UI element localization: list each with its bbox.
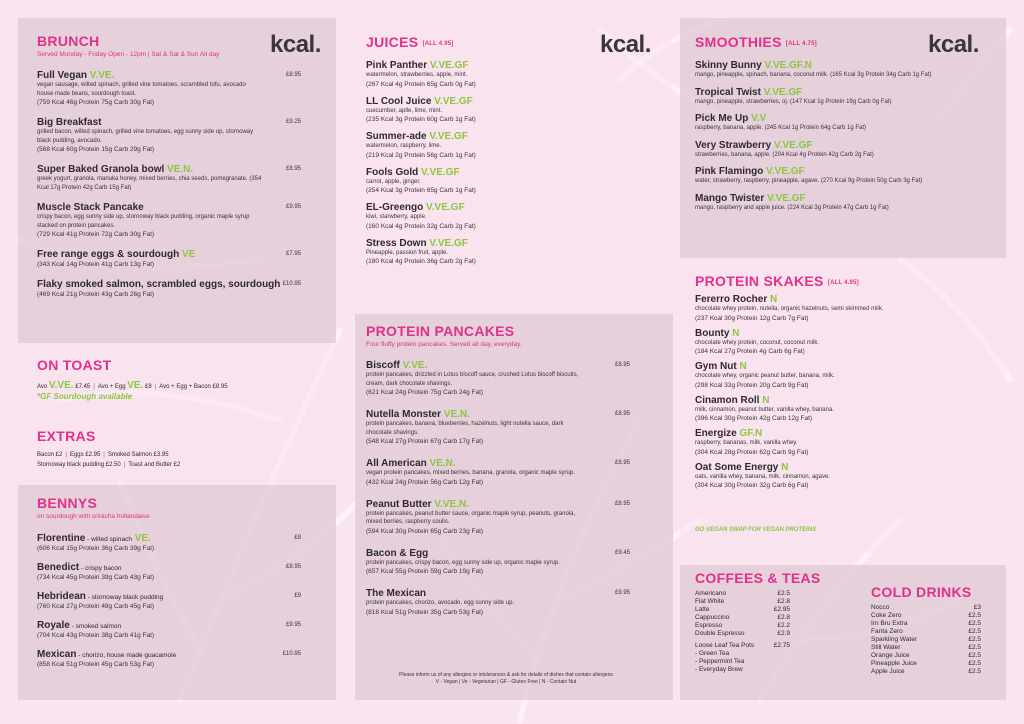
item-name: Royale - smoked salmon <box>37 620 122 631</box>
tea-pots-row: Loose Leaf Tea Pots £2.75 <box>695 642 790 649</box>
diet-tag: VE.N. <box>443 409 470 420</box>
drink-row: Coke Zero £2.5 <box>871 612 981 619</box>
drink-row: Sparkling Water £2.5 <box>871 636 981 643</box>
item-name: Bacon & Egg <box>366 547 429 559</box>
menu-item <box>366 588 630 617</box>
item-nutrition: (548 Kcal 27g Protein 67g Carb 17g Fat) <box>366 438 484 445</box>
drink-row: Still Water £2.5 <box>871 644 981 651</box>
item-description: grilled bacon, wilted spinach, grilled vine tomatoes, egg sunny side up, stornoway black pudding, avocado. <box>37 129 254 144</box>
drink-row: Espresso £2.2 <box>695 622 790 629</box>
item-name: Pink Flamingo V.VE.GF <box>695 166 805 177</box>
menu-item <box>695 113 985 133</box>
item-nutrition: (219 Kcal 2g Protein 56g Carb 1g Fat) <box>366 151 476 159</box>
drink-row: Flat White £2.8 <box>695 598 790 605</box>
menu-item <box>366 360 630 397</box>
item-nutrition: (235 Kcal 3g Protein 60g Carb 1g Fat) <box>366 116 476 123</box>
item-name: Oat Some Energy N <box>695 461 789 473</box>
item-description: milk, cinnamon, peanut butter, vanilla whey, banana. <box>695 406 834 413</box>
diet-tag: V.VE. <box>89 70 115 81</box>
menu-item <box>695 193 985 213</box>
item-price: £10.95 <box>282 651 301 657</box>
diet-tag: V.VE.GF <box>767 192 806 204</box>
item-name: Skinny Bunny V.VE.GF.N <box>695 60 812 71</box>
diet-tag: V.VE.GF <box>429 131 468 142</box>
item-name: Pick Me Up V.V <box>695 113 767 124</box>
on-toast-line: Avo V.VE. £7.45 | Avo + Egg VE. £8 | Avo + Egg + Bacon £8.95 <box>37 380 228 391</box>
item-nutrition: (734 Kcal 45g Protein 39g Carb 43g Fat) <box>37 574 155 581</box>
menu-item <box>37 70 301 107</box>
item-description: mango, raspberry and apple juice. (224 Kcal 3g Protein 47g Carb 1g Fat) <box>695 204 889 211</box>
diet-tag: VE. <box>134 533 151 544</box>
item-description: protein pancakes, banana, blueberries, hazelnuts, light nutella sauce, dark chocolate shavings. <box>366 421 564 436</box>
item-price: £8.95 <box>614 460 630 466</box>
item-nutrition: (298 Kcal 33g Protein 20g Carb 9g Fat) <box>695 381 809 389</box>
diet-tag: V.V <box>751 113 767 124</box>
drink-row: Orange Juice £2.5 <box>871 652 981 659</box>
menu-item <box>695 294 985 323</box>
drink-row: Fanta Zero £2.5 <box>871 628 981 635</box>
item-nutrition: (184 Kcal 27g Protein 4g Carb 6g Fat) <box>695 348 805 355</box>
item-description: cuecumber, aplle, lime, mint. <box>366 107 443 114</box>
vegan-swap-note: GO VEGAN SWAP FOR VEGAN PROTEINS <box>695 527 817 533</box>
on-toast-heading: ON TOAST <box>37 357 112 373</box>
item-nutrition: (594 Kcal 30g Protein 65g Carb 23g Fat) <box>366 527 484 535</box>
item-name: Super Baked Granola bowl VE.N. <box>37 164 194 175</box>
cold-drinks-heading: COLD DRINKS <box>871 584 972 600</box>
item-description: watermelon, raspberry, lime. <box>366 143 442 149</box>
item-price: £9.45 <box>614 549 630 556</box>
item-name: Stress Down V.VE.GF <box>366 237 468 249</box>
item-name: Nutella Monster VE.N. <box>366 409 470 420</box>
item-nutrition: (469 Kcal 21g Protein 43g Carb 26g Fat) <box>37 291 155 298</box>
diet-tag: V.VE.GF <box>429 237 468 249</box>
item-description: Pineapple, passion fruit, apple. <box>366 249 449 256</box>
item-name: Fools Gold V.VE.GF <box>366 166 460 178</box>
item-description: oats, vanilla whey, banana, milk, cinnamon, agave. <box>695 473 830 480</box>
drink-row: Apple Juice £2.5 <box>871 668 981 675</box>
tea-option: - Everyday Brew <box>695 666 743 673</box>
menu-item <box>366 548 630 577</box>
diet-tag: V.VE.N. <box>434 498 469 510</box>
item-price: £7.95 <box>285 251 301 257</box>
item-nutrition: (396 Kcal 30g Protein 42g Carb 12g Fat) <box>695 415 813 422</box>
menu-item <box>695 428 985 457</box>
diet-tag: VE.N. <box>429 458 456 469</box>
item-price: £8.95 <box>614 362 630 368</box>
menu-item <box>366 60 630 89</box>
item-name: Gym Nut N <box>695 361 747 372</box>
diet-tag: N <box>781 461 789 473</box>
item-description: strawberries, banana, apple. (204 Kcal 4g Protein 42g Carb 2g Fat) <box>695 151 874 158</box>
item-nutrition: (858 Kcal 51g Protein 45g Carb 53g Fat) <box>37 661 155 668</box>
item-name: The Mexican <box>366 588 427 599</box>
drink-row: Double Espresso £2.9 <box>695 630 790 637</box>
item-price: £8.95 <box>285 166 301 172</box>
pancakes-subtitle: Four fluffy protein pancakes. Served all day, everyday. <box>366 341 522 348</box>
menu-item <box>695 60 985 80</box>
drink-row: Latte £2.95 <box>695 606 790 613</box>
item-description: raspberry, bananas, milk, vanilla whey. <box>695 440 798 446</box>
item-price: £9.25 <box>285 119 301 125</box>
diet-tag: V.VE.GF <box>766 166 805 177</box>
kcal-logo: kcal. <box>600 31 651 58</box>
diet-tag: N <box>770 294 778 305</box>
item-description: watermelon, strawberries, apple, mint. <box>366 72 468 78</box>
shakes-heading: PROTEIN SKAKES [ALL 4.95] <box>695 273 859 289</box>
item-name: Benedict - crispy bacon <box>37 562 122 573</box>
item-name: Pink Panther V.VE.GF <box>366 60 469 71</box>
item-description: kiwi, starwberry, apple. <box>366 214 427 220</box>
bennys-heading: BENNYS <box>37 495 98 511</box>
item-description: protein pancakes, chorizo, avocado, egg sunny side up. <box>366 600 515 606</box>
drink-row: Irn Bru Extra £2.5 <box>871 620 981 627</box>
diet-tag: V.VE.GF <box>421 166 460 178</box>
menu-item <box>37 202 301 239</box>
menu-item <box>366 131 630 160</box>
item-name: Florentine - wilted spinach VE. <box>37 533 151 544</box>
item-description: protein pancakes, peanut butter sauce, organic maple syrup, peanuts, granola, mixed berries, raspberry coulis. <box>366 510 576 525</box>
item-price: £9 <box>294 593 301 599</box>
menu-item <box>695 395 985 424</box>
diet-tag: N <box>732 327 740 339</box>
menu-item <box>366 202 630 231</box>
menu-item <box>695 328 985 357</box>
kcal-logo: kcal. <box>270 31 321 58</box>
menu-item <box>366 238 630 267</box>
item-description: carrot, apple, ginger. <box>366 178 421 185</box>
extras-line-1: Bacon £2 | Eggs £2.95 | Smoked Salmon £3.95 <box>37 452 169 458</box>
item-name: Cinamon Roll N <box>695 394 770 406</box>
item-nutrition: (704 Kcal 43g Protein 38g Carb 41g Fat) <box>37 632 155 639</box>
item-nutrition: (254 Kcal 3g Protein 65g Carb 1g Fat) <box>366 187 476 194</box>
item-price: £9.95 <box>614 590 630 596</box>
item-description: raspberry, banana, apple. (245 Kcal 1g Protein 64g Carb 1g Fat) <box>695 125 866 131</box>
item-description: vegan sausage, wilted spinach, grilled vine tomatoes, scrambled tofu, avocado house made beans, sourdough toast. <box>37 82 246 97</box>
item-name: Peanut Butter V.VE.N. <box>366 498 469 510</box>
item-name: Mexican - chorizo, house made guacamole <box>37 649 177 660</box>
item-price: £10.95 <box>282 281 301 287</box>
item-description: chocolate whey protein, coconut, coconut milk. <box>695 339 820 346</box>
drink-row: Nocco £3 <box>871 604 981 611</box>
item-name: Hebridean - stornoway black pudding <box>37 591 164 602</box>
extras-heading: EXTRAS <box>37 428 96 444</box>
item-nutrition: (729 Kcal 41g Protein 72g Carb 30g Fat) <box>37 231 155 238</box>
item-nutrition: (657 Kcal 55g Protein 59g Carb 19g Fat) <box>366 568 484 575</box>
diet-tag: V.VE.GF <box>426 202 465 213</box>
diet-tag: V.VE.GF.N <box>764 60 812 71</box>
drink-row: Pineapple Juice £2.5 <box>871 660 981 667</box>
item-description: greek yogurt, granola, manuka honey, mixed berries, chia seeds, pomegranate. (354 Kcal 17g Protein 42g Carb 15g Fat) <box>37 176 262 191</box>
menu-item <box>366 458 630 487</box>
menu-item <box>366 499 630 536</box>
diet-tag: VE <box>182 249 196 260</box>
item-price: £9.95 <box>285 204 301 210</box>
item-name: Muscle Stack Pancake <box>37 202 144 213</box>
item-price: £8 <box>294 535 301 541</box>
item-nutrition: (818 Kcal 51g Protein 35g Carb 53g Fat) <box>366 608 484 616</box>
item-nutrition: (432 Kcal 24g Protein 56g Carb 12g Fat) <box>366 478 484 486</box>
item-description: chocolate whey, organic peanut butter, banana, milk. <box>695 373 835 379</box>
menu-item <box>37 279 301 299</box>
allergen-footer: Please inform us of any allergies or intolerances & ask for details of dishes that contain allergens V - Vegan | Ve - Vegetarian | GF - Gluten Free | N - Contain Nut <box>399 672 613 685</box>
bennys-subtitle: on sourdough with sriracha hollandaise <box>37 513 150 520</box>
item-price: £8.95 <box>614 500 630 507</box>
item-description: mango, pineapple, strawberries, oj. (147 Kcal 1g Protein 19g Carb 0g Fat) <box>695 98 892 105</box>
item-nutrition: (621 Kcal 24g Protein 75g Carb 24g Fat) <box>366 389 484 396</box>
brunch-subtitle: Served Monday - Friday Open - 12pm | Sat & Sat & Sun All day <box>37 51 220 58</box>
item-description: vegan protein pancakes, mixed berries, banana, granola, organic maple syrup. <box>366 470 575 476</box>
item-nutrition: (180 Kcal 4g Protein 36g Carb 2g Fat) <box>366 258 476 265</box>
item-name: Flaky smoked salmon, scrambled eggs, sourdough <box>37 279 281 290</box>
menu-item <box>695 166 985 186</box>
menu-item <box>366 96 630 125</box>
diet-tag: V.VE.GF <box>773 139 813 151</box>
item-nutrition: (304 Kcal 30g Protein 32g Carb 6g Fat) <box>695 482 809 489</box>
menu-item <box>37 562 301 582</box>
diet-tag: N <box>739 361 747 372</box>
menu-item <box>366 167 630 196</box>
menu-item <box>366 409 630 446</box>
juices-heading: JUICES [ALL 4.95] <box>366 34 454 50</box>
item-nutrition: (343 Kcal 14g Protein 41g Carb 13g Fat) <box>37 261 155 268</box>
menu-item <box>37 117 301 154</box>
menu-item <box>37 533 301 553</box>
menu-item <box>695 87 985 107</box>
kcal-logo: kcal. <box>928 31 979 58</box>
diet-tag: V.VE.GF <box>434 95 473 107</box>
drink-row: Americano £2.5 <box>695 590 790 597</box>
item-name: Tropical Twist V.VE.GF <box>695 86 803 98</box>
item-price: £8.95 <box>285 72 301 78</box>
diet-tag: N <box>762 394 770 406</box>
pancakes-heading: PROTEIN PANCAKES <box>366 323 515 339</box>
diet-tag: VE.N. <box>167 164 194 175</box>
menu-item <box>695 140 985 160</box>
menu-item <box>695 361 985 390</box>
item-description: chocolate whey protein, nutella, organic hazelnuts, semi skimmed milk. <box>695 306 884 312</box>
menu-item <box>37 649 301 669</box>
item-description: protein pancakes, drizzled in Lotus biscoff sauce, crushed Lotus biscoff biscuits, cream, dark chocolate shavings. <box>366 372 579 387</box>
tea-option: - Green Tea <box>695 650 730 657</box>
item-nutrition: (759 Kcal 46g Protein 75g Carb 30g Fat) <box>37 99 155 106</box>
item-nutrition: (760 Kcal 27g Protein 49g Carb 45g Fat) <box>37 603 155 610</box>
item-name: Mango Twister V.VE.GF <box>695 192 806 204</box>
menu-item <box>37 591 301 611</box>
menu-item <box>37 249 301 269</box>
item-name: EL-Greengo V.VE.GF <box>366 202 465 213</box>
item-nutrition: (304 Kcal 28g Protein 62g Carb 9g Fat) <box>695 448 809 456</box>
item-name: LL Cool Juice V.VE.GF <box>366 95 473 107</box>
item-price: £8.95 <box>614 411 630 417</box>
item-price: £9.95 <box>285 622 301 628</box>
item-name: Free range eggs & sourdough VE <box>37 249 196 260</box>
smoothies-heading: SMOOTHIES [ALL 4.75] <box>695 34 817 50</box>
item-nutrition: (160 Kcal 4g Protein 32g Carb 2g Fat) <box>366 222 476 230</box>
extras-line-2: Stornoway black pudding £2.50 | Toast and Butter £2 <box>37 462 181 468</box>
diet-tag: V.VE.GF <box>763 86 803 98</box>
item-nutrition: (606 Kcal 15g Protein 36g Carb 39g Fat) <box>37 545 155 552</box>
menu-item <box>37 164 301 192</box>
item-description: mango, pineapple, spinach, banana, coconut milk. (165 Kcal 3g Protein 34g Carb 1g Fat) <box>695 72 932 78</box>
item-name: Bounty N <box>695 327 740 339</box>
item-name: Big Breakfast <box>37 117 102 128</box>
gf-sourdough-note: *GF Sourdough available <box>37 392 133 401</box>
item-nutrition: (568 Kcal 60g Protein 15g Carb 29g Fat) <box>37 146 155 153</box>
tea-option: - Peppermint Tea <box>695 658 745 665</box>
item-name: Energize GF.N <box>695 428 763 439</box>
item-description: water, strawberry, raspberry, pineapple, agave. (270 Kcal 9g Protein 50g Carb 3g Fat) <box>695 178 923 184</box>
menu-item <box>695 462 985 491</box>
diet-tag: GF.N <box>739 428 763 439</box>
menu-item <box>37 620 301 640</box>
item-name: Summer-ade V.VE.GF <box>366 131 468 142</box>
item-name: Very Strawberry V.VE.GF <box>695 139 813 151</box>
item-nutrition: (237 Kcal 30g Protein 12g Carb 7g Fat) <box>695 314 809 322</box>
item-description: crispy bacon, egg sunny side up, stornoway black pudding, organic maple syrup stacked on protein pancakes. <box>37 214 250 229</box>
diet-tag: V.VE.GF <box>429 60 469 71</box>
item-name: Full Vegan V.VE. <box>37 70 115 81</box>
item-description: protein pancakes, crispy bacon, egg sunny side up, organic maple syrup. <box>366 559 560 566</box>
diet-tag: V.VE. <box>402 360 428 371</box>
item-price: £8.95 <box>285 564 301 570</box>
brunch-heading: BRUNCH <box>37 33 100 49</box>
item-name: Fererro Rocher N <box>695 294 778 305</box>
item-name: All American VE.N. <box>366 458 456 469</box>
drink-row: Cappuccino £2.8 <box>695 614 790 621</box>
item-nutrition: (267 Kcal 4g Protein 65g Carb 0g Fat) <box>366 80 476 88</box>
item-name: Biscoff V.VE. <box>366 360 428 371</box>
coffees-heading: COFFEES & TEAS <box>695 570 821 586</box>
